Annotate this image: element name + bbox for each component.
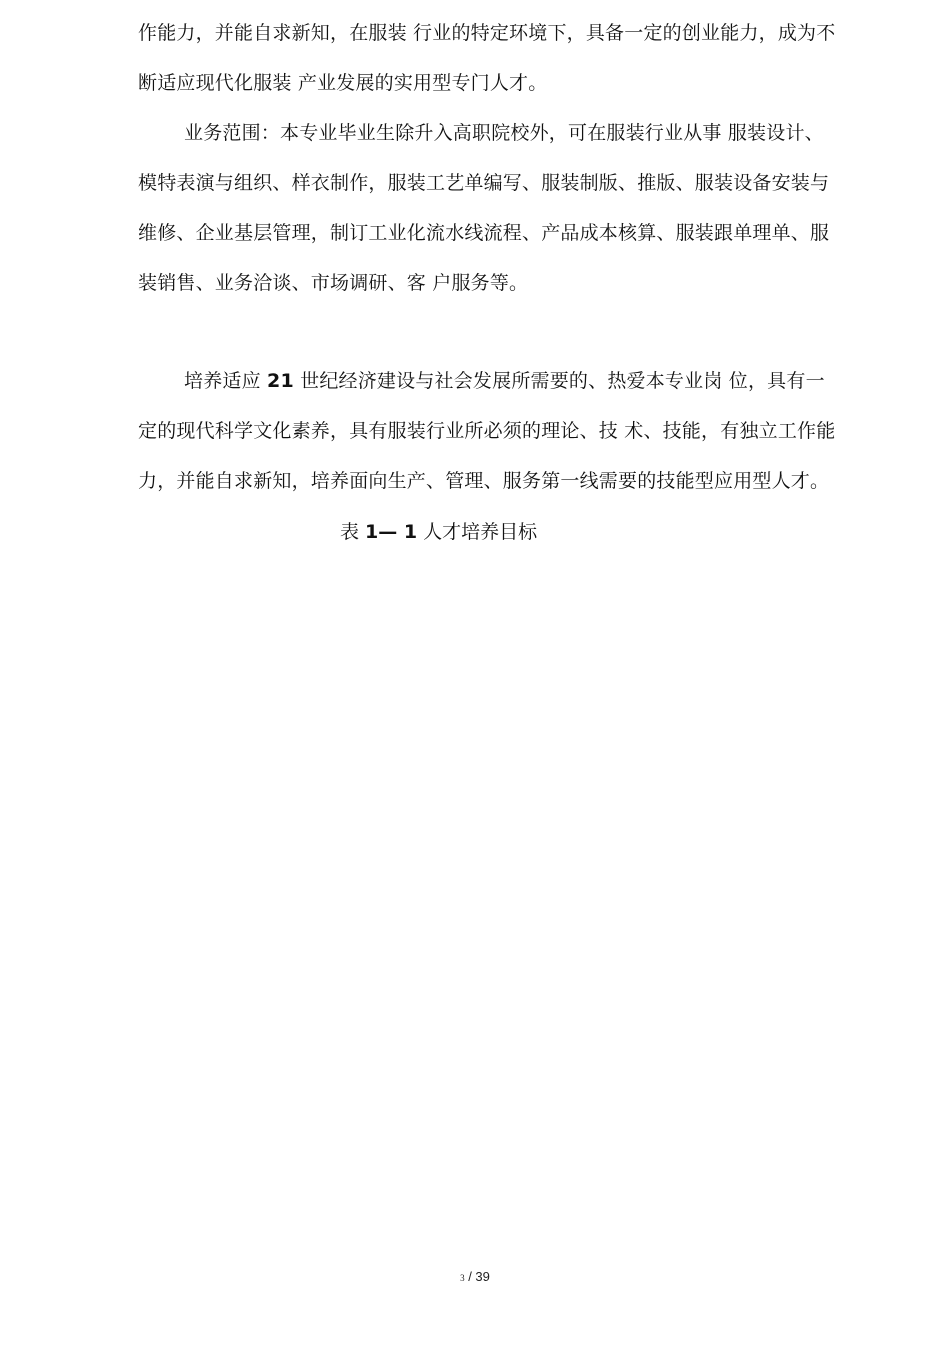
paragraph-line: 维修、企业基层管理，制订工业化流水线流程、产品成本核算、服装跟单理单、服: [138, 222, 830, 244]
paragraph-line: 装销售、业务洽谈、市场调研、客 户服务等。: [138, 272, 529, 294]
century-number: 21: [267, 370, 294, 392]
paragraph-line: 模特表演与组织、样衣制作，服装工艺单编写、服装制版、推版、服装设备安装与: [138, 172, 830, 194]
caption-prefix: 表: [340, 521, 366, 543]
paragraph-line: 断适应现代化服装 产业发展的实用型专门人才。: [138, 72, 548, 94]
paragraph-line: [184, 366, 825, 396]
paragraph-line: 作能力，并能自求新知，在服装 行业的特定环境下，具备一定的创业能力，成为不: [138, 22, 836, 44]
line-suffix: 世纪经济建设与社会发展所需要的、热爱本专业岗 位，具有一: [293, 370, 825, 392]
current-page-number: 3: [460, 1273, 465, 1283]
total-pages: / 39: [464, 1269, 490, 1284]
page-number-footer: [0, 1269, 950, 1284]
paragraph-line: 定的现代科学文化素养，具有服装行业所必须的理论、技 术、技能，有独立工作能: [138, 420, 836, 442]
paragraph-line: 业务范围：本专业毕业生除升入高职院校外，可在服装行业从事 服装设计、: [184, 122, 824, 144]
paragraph-line: 力，并能自求新知，培养面向生产、管理、服务第一线需要的技能型应用型人才。: [138, 470, 830, 492]
line-prefix: 培养适应: [184, 370, 268, 392]
caption-title: 人才培养目标: [417, 521, 538, 543]
table-caption: [340, 517, 537, 547]
caption-number: 1— 1: [365, 521, 418, 543]
